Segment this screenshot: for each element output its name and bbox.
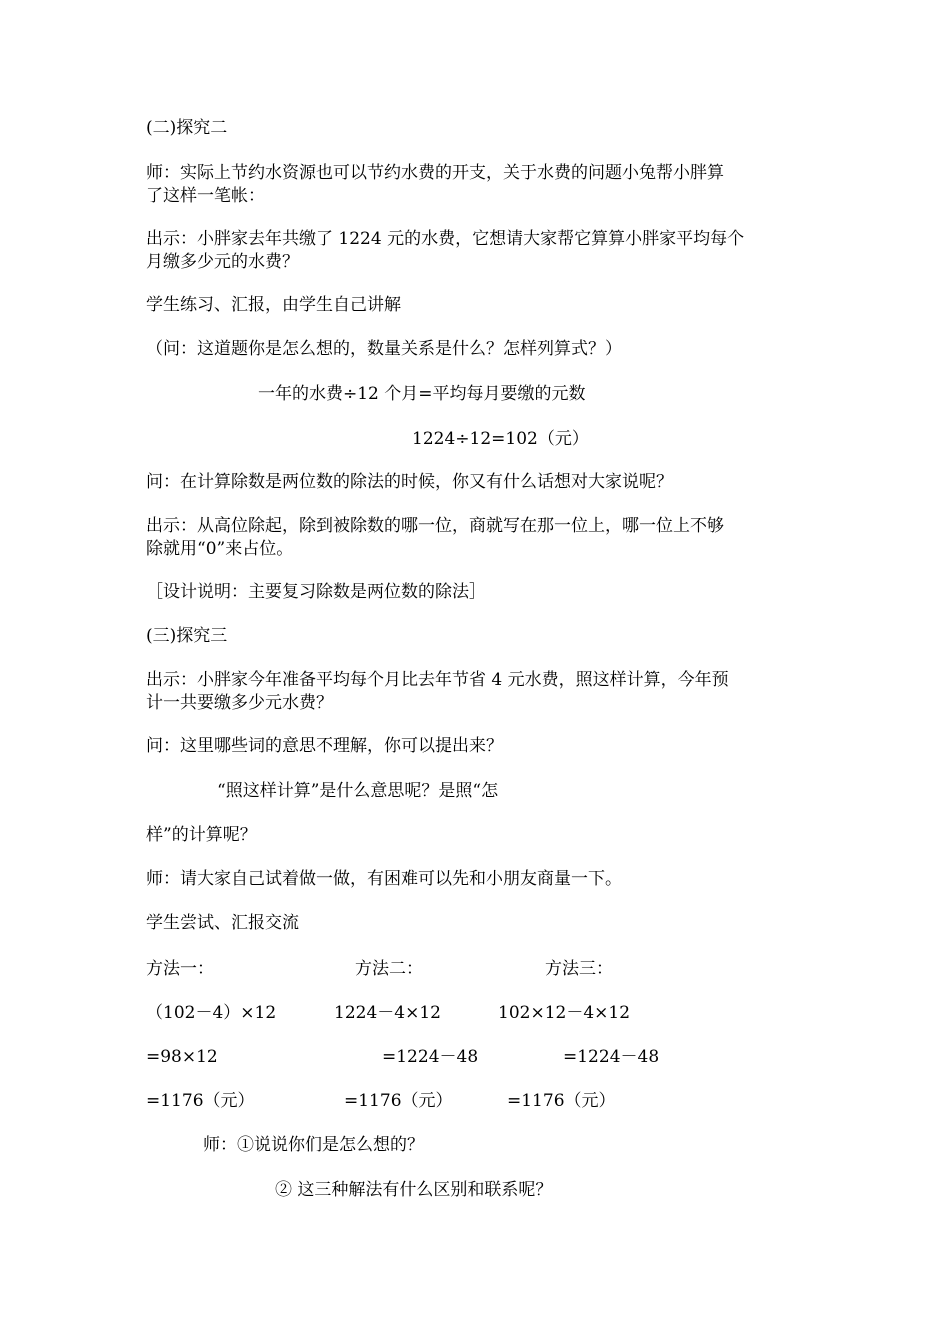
- paragraph-line: ② 这三种解法有什么区别和联系呢？: [275, 1180, 553, 1200]
- formula-line: 1224÷12=102（元）: [412, 429, 589, 449]
- paragraph-line: 出示：小胖家今年准备平均每个月比去年节省 4 元水费，照这样计算，今年预: [146, 670, 729, 690]
- method-1-step-3: =1176（元）: [146, 1091, 255, 1111]
- paragraph-line: 师：①说说你们是怎么想的？: [203, 1135, 424, 1155]
- method-1-title: 方法一：: [146, 959, 214, 979]
- method-1-step-1: （102－4）×12: [146, 1003, 277, 1023]
- paragraph-line: 了这样一笔帐：: [146, 186, 265, 206]
- section-heading-2: (二)探究二: [146, 118, 228, 138]
- design-note: ［设计说明：主要复习除数是两位数的除法］: [146, 582, 486, 602]
- paragraph-line: 出示：小胖家去年共缴了 1224 元的水费，它想请大家帮它算算小胖家平均每个: [146, 229, 745, 249]
- paragraph-line: 样”的计算呢？: [146, 825, 257, 845]
- paragraph-line: 师：请大家自己试着做一做，有困难可以先和小朋友商量一下。: [146, 869, 622, 889]
- paragraph-line: 学生尝试、汇报交流: [146, 913, 299, 933]
- method-1-step-2: =98×12: [146, 1047, 218, 1067]
- paragraph-line: 月缴多少元的水费？: [146, 252, 299, 272]
- paragraph-line: （问：这道题你是怎么想的，数量关系是什么？怎样列算式？）: [146, 339, 622, 359]
- paragraph-line: 出示：从高位除起，除到被除数的哪一位，商就写在那一位上，哪一位上不够: [146, 516, 724, 536]
- method-3-step-3: =1176（元）: [507, 1091, 616, 1111]
- paragraph-line: 师：实际上节约水资源也可以节约水费的开支，关于水费的问题小兔帮小胖算: [146, 163, 724, 183]
- method-2-step-3: =1176（元）: [344, 1091, 453, 1111]
- method-2-step-1: 1224－4×12: [334, 1003, 441, 1023]
- method-2-title: 方法二：: [355, 959, 423, 979]
- paragraph-line: 计一共要缴多少元水费？: [146, 693, 333, 713]
- section-heading-3: (三)探究三: [146, 626, 228, 646]
- paragraph-line: “照这样计算”是什么意思呢？是照“怎: [217, 781, 499, 801]
- formula-line: 一年的水费÷12 个月=平均每月要缴的元数: [258, 384, 586, 404]
- paragraph-line: 除就用“0”来占位。: [146, 539, 294, 559]
- method-3-step-1: 102×12－4×12: [498, 1003, 631, 1023]
- method-3-step-2: =1224－48: [563, 1047, 660, 1067]
- method-2-step-2: =1224－48: [382, 1047, 479, 1067]
- paragraph-line: 问：这里哪些词的意思不理解，你可以提出来？: [146, 736, 503, 756]
- paragraph-line: 问：在计算除数是两位数的除法的时候，你又有什么话想对大家说呢？: [146, 472, 673, 492]
- paragraph-line: 学生练习、汇报，由学生自己讲解: [146, 295, 401, 315]
- method-3-title: 方法三：: [545, 959, 613, 979]
